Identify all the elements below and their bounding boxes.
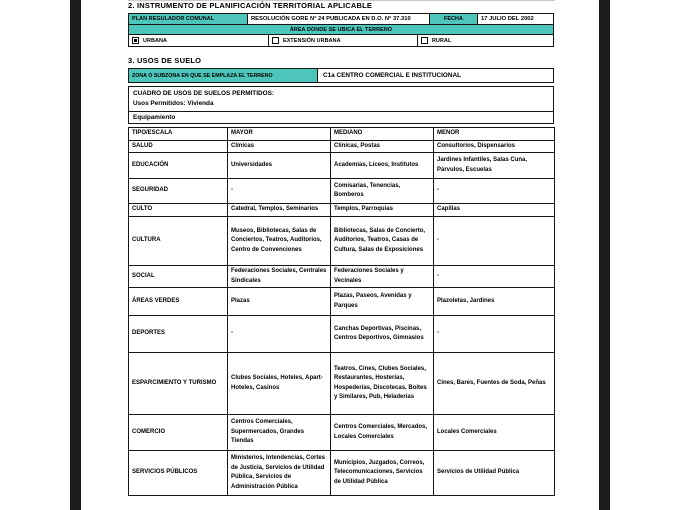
rural-label: RURAL — [432, 37, 452, 44]
area-checkbox-row — [128, 35, 554, 47]
right-black-bar — [599, 0, 610, 510]
table-header-row — [129, 128, 555, 141]
header-tipo-escala: TIPO/ESCALA — [129, 128, 228, 141]
zona-label: ZONA O SUBZONA EN QUE SE EMPLAZA EL TERRENO — [128, 68, 318, 83]
table-cell: Federaciones Sociales, Centrales Sindicales — [228, 266, 331, 288]
area-header-row — [128, 25, 554, 35]
extension-urbana-label: EXTENSIÓN URBANA — [283, 37, 341, 44]
table-cell: Centros Comerciales, Mercados, Locales Comerciales — [331, 415, 434, 451]
extension-urbana-checkbox — [272, 37, 279, 44]
zona-row — [128, 68, 554, 83]
checkbox-cell-extension-urbana — [269, 35, 418, 47]
table-cell: Clínicas, Postas — [331, 140, 434, 153]
row-label: ESPARCIMIENTO Y TURISMO — [129, 353, 228, 415]
table-cell: Universidades — [228, 153, 331, 179]
row-label: SEGURIDAD — [129, 179, 228, 204]
section2-title: 2. INSTRUMENTO DE PLANIFICACIÓN TERRITORIAL APLICABLE — [128, 1, 373, 10]
table-row-deportes — [129, 316, 555, 353]
table-cell: - — [434, 217, 555, 266]
table-cell: Capillas — [434, 204, 555, 217]
table-row-areas-verdes — [129, 288, 555, 316]
left-black-bar — [70, 0, 81, 510]
checkbox-cell-urbana — [128, 35, 269, 47]
table-cell: Locales Comerciales — [434, 415, 555, 451]
row-label: SERVICIOS PÚBLICOS — [129, 451, 228, 496]
table-cell: Catedral, Templos, Seminarios — [228, 204, 331, 217]
table-cell: Comisarías, Tenencias, Bomberos — [331, 179, 434, 204]
table-cell: - — [434, 266, 555, 288]
fecha-label: FECHA — [430, 13, 478, 25]
row-label: ÁREAS VERDES — [129, 288, 228, 316]
usos-permitidos-line: Usos Permitidos: Vivienda — [133, 100, 214, 107]
section3-title: 3. USOS DE SUELO — [128, 56, 202, 65]
plan-regulador-label: PLAN REGULADOR COMUNAL — [128, 13, 248, 25]
fecha-value: 17 JULIO DEL 2002 — [478, 13, 554, 25]
checkbox-cell-rural — [418, 35, 554, 47]
table-cell: Centros Comerciales, Supermercados, Grandes Tiendas — [228, 415, 331, 451]
plan-regulador-row — [128, 13, 554, 25]
table-cell: - — [434, 316, 555, 353]
area-header-label: ÁREA DONDE SE UBICA EL TERRENO — [128, 25, 554, 35]
table-cell: Plazas, Paseos, Avenidas y Parques — [331, 288, 434, 316]
resolucion-value: RESOLUCIÓN GORE N° 24 PUBLICADA EN D.O. N° 37.310 — [248, 13, 430, 25]
row-label: DEPORTES — [129, 316, 228, 353]
urbana-label: URBANA — [143, 37, 167, 44]
table-cell: Templos, Parroquias — [331, 204, 434, 217]
table-cell: Museos, Bibliotecas, Salas de Conciertos, Teatros, Auditorios, Centro de Convenciones — [228, 217, 331, 266]
row-label: SOCIAL — [129, 266, 228, 288]
table-cell: Servicios de Utilidad Pública — [434, 451, 555, 496]
table-row-comercio — [129, 415, 555, 451]
table-row-salud — [129, 140, 555, 153]
header-mayor: MAYOR — [228, 128, 331, 141]
urbana-checkbox — [132, 37, 139, 44]
table-cell: Plazoletas, Jardines — [434, 288, 555, 316]
row-label: EDUCACIÓN — [129, 153, 228, 179]
table-cell: Plazas — [228, 288, 331, 316]
table-row-cultura — [129, 217, 555, 266]
row-label: CULTO — [129, 204, 228, 217]
zona-value: C1a CENTRO COMERCIAL E INSTITUCIONAL — [318, 68, 554, 83]
table-cell: Consultorios, Dispensarios — [434, 140, 555, 153]
table-row-social — [129, 266, 555, 288]
table-row-esparcimiento — [129, 353, 555, 415]
table-cell: Bibliotecas, Salas de Concierto, Auditorios, Teatros, Casas de Cultura, Salas de Exposiciones — [331, 217, 434, 266]
table-cell: Federaciones Sociales y Vecinales — [331, 266, 434, 288]
row-label: COMERCIO — [129, 415, 228, 451]
usos-de-suelo-table — [128, 127, 555, 496]
table-cell: Academias, Liceos, Institutos — [331, 153, 434, 179]
table-cell: Ministerios, Intendencias, Cortes de Justicia, Servicios de Utilidad Pública, Servicios de Administración Pública — [228, 451, 331, 496]
equipamiento-row: Equipamiento — [128, 112, 554, 124]
row-label: SALUD — [129, 140, 228, 153]
table-cell: Municipios, Juzgados, Correos, Telecomunicaciones, Servicios de Utilidad Pública — [331, 451, 434, 496]
table-row-servicios-publicos — [129, 451, 555, 496]
table-cell: - — [228, 179, 331, 204]
table-cell: Clínicas — [228, 140, 331, 153]
row-label: CULTURA — [129, 217, 228, 266]
table-cell: - — [228, 316, 331, 353]
table-row-culto — [129, 204, 555, 217]
header-mediano: MEDIANO — [331, 128, 434, 141]
table-cell: - — [434, 179, 555, 204]
table-cell: Jardines Infantiles, Salas Cuna, Párvulos, Escuelas — [434, 153, 555, 179]
table-row-seguridad — [129, 179, 555, 204]
table-cell: Teatros, Cines, Clubes Sociales, Restaurantes, Hosterías, Hospederías, Discotecas, Boites y Similares, Pub, Heladerías — [331, 353, 434, 415]
rural-checkbox — [421, 37, 428, 44]
header-menor: MENOR — [434, 128, 555, 141]
cuadro-title: CUADRO DE USOS DE SUELOS PERMITIDOS: — [133, 90, 274, 97]
table-cell: Canchas Deportivas, Piscinas, Centros Deportivos, Gimnasios — [331, 316, 434, 353]
table-cell: Cines, Bares, Fuentes de Soda, Peñas — [434, 353, 555, 415]
document-content — [128, 2, 554, 496]
cuadro-permitidos-box — [128, 86, 554, 112]
table-row-educacion — [129, 153, 555, 179]
table-cell: Clubes Sociales, Hoteles, Apart-Hoteles, Casinos — [228, 353, 331, 415]
